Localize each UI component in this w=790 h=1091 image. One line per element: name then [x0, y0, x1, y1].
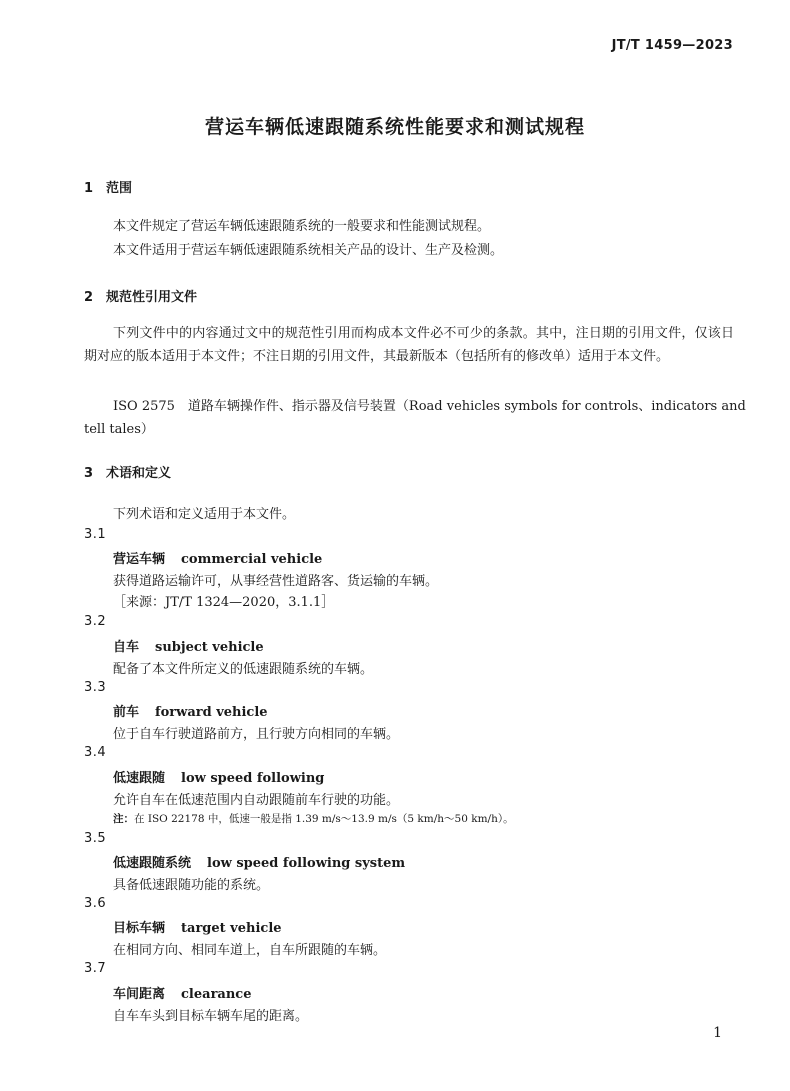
- terms-intro: 下列术语和定义适用于本文件。: [113, 507, 296, 522]
- term-heading: [113, 983, 251, 1002]
- term-number: 3.3: [84, 680, 107, 695]
- term-heading: [113, 548, 322, 567]
- term-number: 3.5: [84, 831, 107, 846]
- section-title: 范围: [106, 181, 133, 196]
- section-number: 2: [84, 290, 94, 305]
- document-title: 营运车辆低速跟随系统性能要求和测试规程: [204, 116, 585, 138]
- section-number: 3: [84, 466, 94, 481]
- section-title: 规范性引用文件: [106, 290, 198, 305]
- term-chinese: 低速跟随: [113, 771, 166, 786]
- term-heading: [113, 917, 282, 936]
- term-definition: 位于自车行驶道路前方，且行驶方向相同的车辆。: [113, 727, 400, 742]
- term-chinese: 营运车辆: [113, 552, 166, 567]
- term-number: 3.6: [84, 896, 107, 911]
- scope-paragraph-2: 本文件适用于营运车辆低速跟随系统相关产品的设计、生产及检测。: [113, 243, 504, 258]
- note-label: 注：: [113, 813, 134, 825]
- term-heading: [113, 701, 268, 720]
- term-english: subject vehicle: [155, 640, 264, 655]
- section-number: 1: [84, 181, 94, 196]
- note-text: 在 ISO 22178 中，低速一般是指 1.39 m/s～13.9 m/s（5 km/h～50 km/h）。: [134, 813, 514, 825]
- term-definition: 允许自车在低速范围内自动跟随前车行驶的功能。: [113, 793, 400, 808]
- term-definition: 配备了本文件所定义的低速跟随系统的车辆。: [113, 662, 374, 677]
- term-chinese: 自车: [113, 640, 140, 655]
- term-english: target vehicle: [181, 921, 282, 936]
- term-definition: 获得道路运输许可，从事经营性道路客、货运输的车辆。: [113, 574, 439, 589]
- term-chinese: 低速跟随系统: [113, 856, 192, 871]
- term-number: 3.4: [84, 745, 107, 760]
- term-english: commercial vehicle: [181, 552, 323, 567]
- term-english: low speed following: [181, 771, 325, 786]
- page-number: 1: [713, 1025, 722, 1041]
- section-heading-scope: [84, 177, 132, 196]
- term-definition: 自车车头到目标车辆车尾的距离。: [113, 1009, 309, 1024]
- term-english: clearance: [181, 987, 252, 1002]
- term-chinese: 车间距离: [113, 987, 166, 1002]
- standard-code: JT/T 1459—2023: [611, 38, 733, 53]
- term-definition: 在相同方向、相同车道上，自车所跟随的车辆。: [113, 943, 387, 958]
- term-heading: [113, 852, 405, 871]
- scope-paragraph-1: 本文件规定了营运车辆低速跟随系统的一般要求和性能测试规程。: [113, 219, 491, 234]
- reference-iso-2575-line-2: tell tales）: [84, 422, 154, 437]
- term-heading: [113, 767, 324, 786]
- section-title: 术语和定义: [106, 466, 172, 481]
- reference-iso-2575-line-1: ISO 2575 道路车辆操作件、指示器及信号装置（Road vehicles symbols for controls、indicators and: [113, 399, 746, 414]
- term-chinese: 前车: [113, 705, 140, 720]
- term-number: 3.1: [84, 527, 107, 542]
- term-number: 3.7: [84, 961, 107, 976]
- term-number: 3.2: [84, 614, 107, 629]
- term-heading: [113, 636, 264, 655]
- references-intro-paragraph: 下列文件中的内容通过文中的规范性引用而构成本文件必不可少的条款。其中，注日期的引用文件，仅该日期对应的版本适用于本文件；不注日期的引用文件，其最新版本（包括所有的修改单）适用于本文件。: [84, 326, 734, 364]
- term-english: forward vehicle: [155, 705, 268, 720]
- term-english: low speed following system: [207, 856, 406, 871]
- term-source: ［来源：JT/T 1324—2020，3.1.1］: [113, 595, 335, 610]
- term-note: [113, 811, 514, 826]
- section-heading-terms: [84, 462, 171, 481]
- section-heading-references: [84, 286, 197, 305]
- term-chinese: 目标车辆: [113, 921, 166, 936]
- term-definition: 具备低速跟随功能的系统。: [113, 878, 270, 893]
